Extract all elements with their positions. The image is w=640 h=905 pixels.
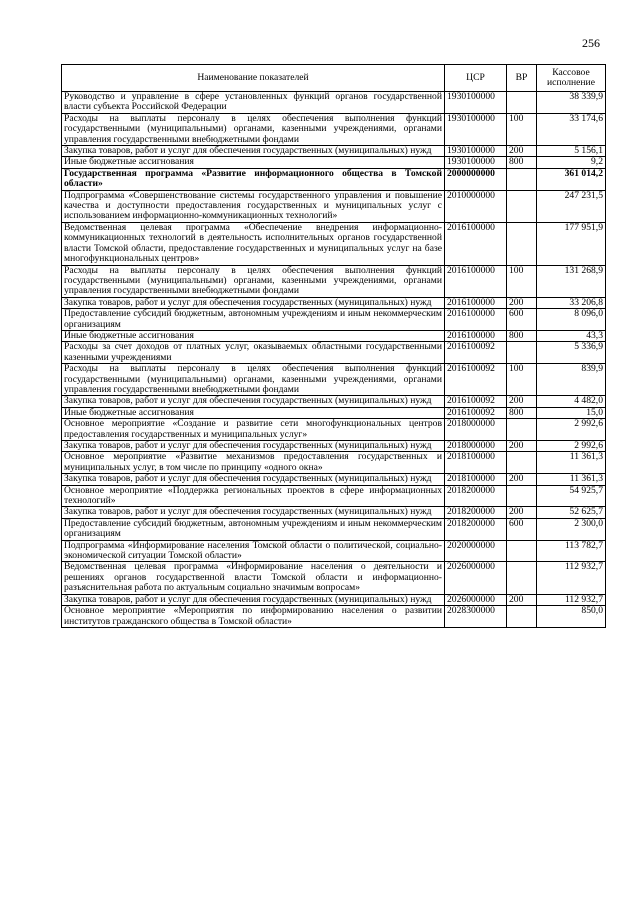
cell-name: Ведомственная целевая программа «Информирование населения о деятельности и решениях органов государственной власти Томской области и информационно-разъяснительная работа по актуальным социально значимым вопросам» [62, 562, 445, 594]
cell-amount: 2 992,6 [537, 419, 606, 441]
cell-csr: 2018200000 [445, 518, 507, 540]
table-row [62, 507, 606, 518]
table-body [62, 92, 606, 628]
cell-name: Расходы на выплаты персоналу в целях обеспечения выполнения функций государственными (муниципальными) органами, казенными учреждениями, органами управления государственными внебюджетными фондами [62, 265, 445, 297]
cell-name: Руководство и управление в сфере установленных функций органов государственной власти субъекта Российской Федерации [62, 92, 445, 114]
header-csr: ЦСР [445, 65, 507, 92]
cell-vr: 100 [507, 364, 537, 396]
table-row [62, 396, 606, 407]
table-header-row [62, 65, 606, 92]
table-row [62, 540, 606, 562]
cell-vr: 200 [507, 507, 537, 518]
cell-amount: 361 014,2 [537, 168, 606, 190]
cell-csr: 2016100092 [445, 396, 507, 407]
cell-name: Иные бюджетные ассигнования [62, 157, 445, 168]
table-row [62, 92, 606, 114]
cell-name: Закупка товаров, работ и услуг для обеспечения государственных (муниципальных) нужд [62, 441, 445, 452]
table-row [62, 474, 606, 485]
cell-csr: 2028300000 [445, 606, 507, 628]
cell-csr: 2018100000 [445, 474, 507, 485]
cell-csr: 2000000000 [445, 168, 507, 190]
cell-amount: 5 336,9 [537, 342, 606, 364]
cell-vr: 200 [507, 146, 537, 157]
table-row [62, 190, 606, 222]
cell-amount: 38 339,9 [537, 92, 606, 114]
cell-name: Расходы на выплаты персоналу в целях обеспечения выполнения функций государственными (муниципальными) органами, казенными учреждениями, органами управления государственными внебюджетными фондами [62, 364, 445, 396]
table-row [62, 157, 606, 168]
table-row [62, 113, 606, 145]
cell-csr: 2020000000 [445, 540, 507, 562]
cell-vr: 100 [507, 265, 537, 297]
table-row [62, 309, 606, 331]
cell-name: Иные бюджетные ассигнования [62, 330, 445, 341]
cell-name: Основное мероприятие «Развитие механизмов предоставления государственных и муниципальных услуг, в том числе по принципу «одного окна» [62, 452, 445, 474]
cell-name: Подпрограмма «Информирование населения Томской области о политической, социально-экономической ситуации Томской области» [62, 540, 445, 562]
cell-name: Предоставление субсидий бюджетным, автономным учреждениям и иным некоммерческим организациям [62, 518, 445, 540]
cell-amount: 131 268,9 [537, 265, 606, 297]
cell-amount: 4 482,0 [537, 396, 606, 407]
cell-amount: 54 925,7 [537, 485, 606, 507]
cell-vr [507, 606, 537, 628]
cell-vr [507, 92, 537, 114]
cell-name: Закупка товаров, работ и услуг для обеспечения государственных (муниципальных) нужд [62, 297, 445, 308]
cell-name: Расходы за счет доходов от платных услуг, оказываемых областными государственными казенными учреждениями [62, 342, 445, 364]
cell-amount: 11 361,3 [537, 452, 606, 474]
table-row [62, 594, 606, 605]
cell-csr: 2016100092 [445, 364, 507, 396]
cell-csr: 1930100000 [445, 157, 507, 168]
table-row [62, 441, 606, 452]
table-row [62, 330, 606, 341]
cell-amount: 850,0 [537, 606, 606, 628]
cell-vr [507, 168, 537, 190]
table-row [62, 518, 606, 540]
cell-vr: 600 [507, 518, 537, 540]
cell-csr: 2026000000 [445, 562, 507, 594]
header-vr: ВР [507, 65, 537, 92]
table-row [62, 562, 606, 594]
cell-csr: 2018000000 [445, 419, 507, 441]
table-row [62, 146, 606, 157]
cell-vr: 800 [507, 407, 537, 418]
cell-amount: 9,2 [537, 157, 606, 168]
cell-csr: 2016100000 [445, 309, 507, 331]
cell-vr: 100 [507, 113, 537, 145]
cell-vr [507, 485, 537, 507]
cell-vr [507, 452, 537, 474]
cell-vr: 200 [507, 396, 537, 407]
table-row [62, 485, 606, 507]
cell-name: Предоставление субсидий бюджетным, автономным учреждениям и иным некоммерческим организациям [62, 309, 445, 331]
cell-csr: 2010000000 [445, 190, 507, 222]
cell-vr: 200 [507, 441, 537, 452]
cell-vr: 800 [507, 157, 537, 168]
cell-amount: 52 625,7 [537, 507, 606, 518]
cell-csr: 2016100000 [445, 330, 507, 341]
cell-name: Иные бюджетные ассигнования [62, 407, 445, 418]
cell-amount: 2 300,0 [537, 518, 606, 540]
cell-amount: 113 782,7 [537, 540, 606, 562]
budget-table [61, 64, 606, 628]
cell-vr: 800 [507, 330, 537, 341]
cell-amount: 2 992,6 [537, 441, 606, 452]
table-row [62, 364, 606, 396]
cell-amount: 33 206,8 [537, 297, 606, 308]
table-row [62, 222, 606, 265]
page-number: 256 [582, 36, 600, 50]
cell-vr [507, 190, 537, 222]
header-name: Наименование показателей [62, 65, 445, 92]
cell-csr: 1930100000 [445, 113, 507, 145]
cell-vr [507, 342, 537, 364]
cell-csr: 1930100000 [445, 146, 507, 157]
cell-csr: 2016100000 [445, 265, 507, 297]
cell-name: Закупка товаров, работ и услуг для обеспечения государственных (муниципальных) нужд [62, 146, 445, 157]
cell-amount: 11 361,3 [537, 474, 606, 485]
cell-vr [507, 540, 537, 562]
table-row [62, 168, 606, 190]
cell-name: Расходы на выплаты персоналу в целях обеспечения выполнения функций государственными (муниципальными) органами, казенными учреждениями, органами управления государственными внебюджетными фондами [62, 113, 445, 145]
table-row [62, 452, 606, 474]
cell-amount: 5 156,1 [537, 146, 606, 157]
cell-amount: 8 096,0 [537, 309, 606, 331]
cell-amount: 43,3 [537, 330, 606, 341]
cell-vr: 200 [507, 474, 537, 485]
table-row [62, 265, 606, 297]
cell-csr: 2016100000 [445, 297, 507, 308]
cell-csr: 2026000000 [445, 594, 507, 605]
cell-vr [507, 562, 537, 594]
cell-vr: 200 [507, 594, 537, 605]
table-row [62, 342, 606, 364]
cell-csr: 2018200000 [445, 485, 507, 507]
cell-name: Закупка товаров, работ и услуг для обеспечения государственных (муниципальных) нужд [62, 594, 445, 605]
cell-name: Основное мероприятие «Мероприятия по информированию населения о развитии институтов гражданского общества в Томской области» [62, 606, 445, 628]
table-row [62, 407, 606, 418]
cell-amount: 15,0 [537, 407, 606, 418]
cell-vr [507, 222, 537, 265]
cell-csr: 2018100000 [445, 452, 507, 474]
table-row [62, 419, 606, 441]
cell-csr: 2016100000 [445, 222, 507, 265]
cell-amount: 177 951,9 [537, 222, 606, 265]
cell-vr [507, 419, 537, 441]
cell-csr: 2018000000 [445, 441, 507, 452]
table-row [62, 606, 606, 628]
cell-name: Закупка товаров, работ и услуг для обеспечения государственных (муниципальных) нужд [62, 474, 445, 485]
cell-amount: 112 932,7 [537, 594, 606, 605]
cell-name: Подпрограмма «Совершенствование системы государственного управления и повышение качества и доступности предоставления государственных и муниципальных услуг с использованием информационно-коммуникационных технологий» [62, 190, 445, 222]
cell-name: Закупка товаров, работ и услуг для обеспечения государственных (муниципальных) нужд [62, 507, 445, 518]
cell-name: Основное мероприятие «Создание и развитие сети многофункциональных центров предоставления государственных и муниципальных услуг» [62, 419, 445, 441]
cell-csr: 2016100092 [445, 407, 507, 418]
cell-csr: 2016100092 [445, 342, 507, 364]
cell-name: Основное мероприятие «Поддержка региональных проектов в сфере информационных технологий» [62, 485, 445, 507]
cell-amount: 247 231,5 [537, 190, 606, 222]
cell-name: Ведомственная целевая программа «Обеспечение внедрения информационно-коммуникационных технологий в деятельность исполнительных органов государственной власти Томской области, предоставление государственных и муниципальных услуг на базе многофункциональных центров» [62, 222, 445, 265]
cell-name: Закупка товаров, работ и услуг для обеспечения государственных (муниципальных) нужд [62, 396, 445, 407]
cell-amount: 839,9 [537, 364, 606, 396]
cell-name: Государственная программа «Развитие информационного общества в Томской области» [62, 168, 445, 190]
header-amount: Кассовое исполнение [537, 65, 606, 92]
cell-vr: 600 [507, 309, 537, 331]
cell-vr: 200 [507, 297, 537, 308]
cell-amount: 112 932,7 [537, 562, 606, 594]
cell-csr: 1930100000 [445, 92, 507, 114]
table-row [62, 297, 606, 308]
cell-amount: 33 174,6 [537, 113, 606, 145]
cell-csr: 2018200000 [445, 507, 507, 518]
